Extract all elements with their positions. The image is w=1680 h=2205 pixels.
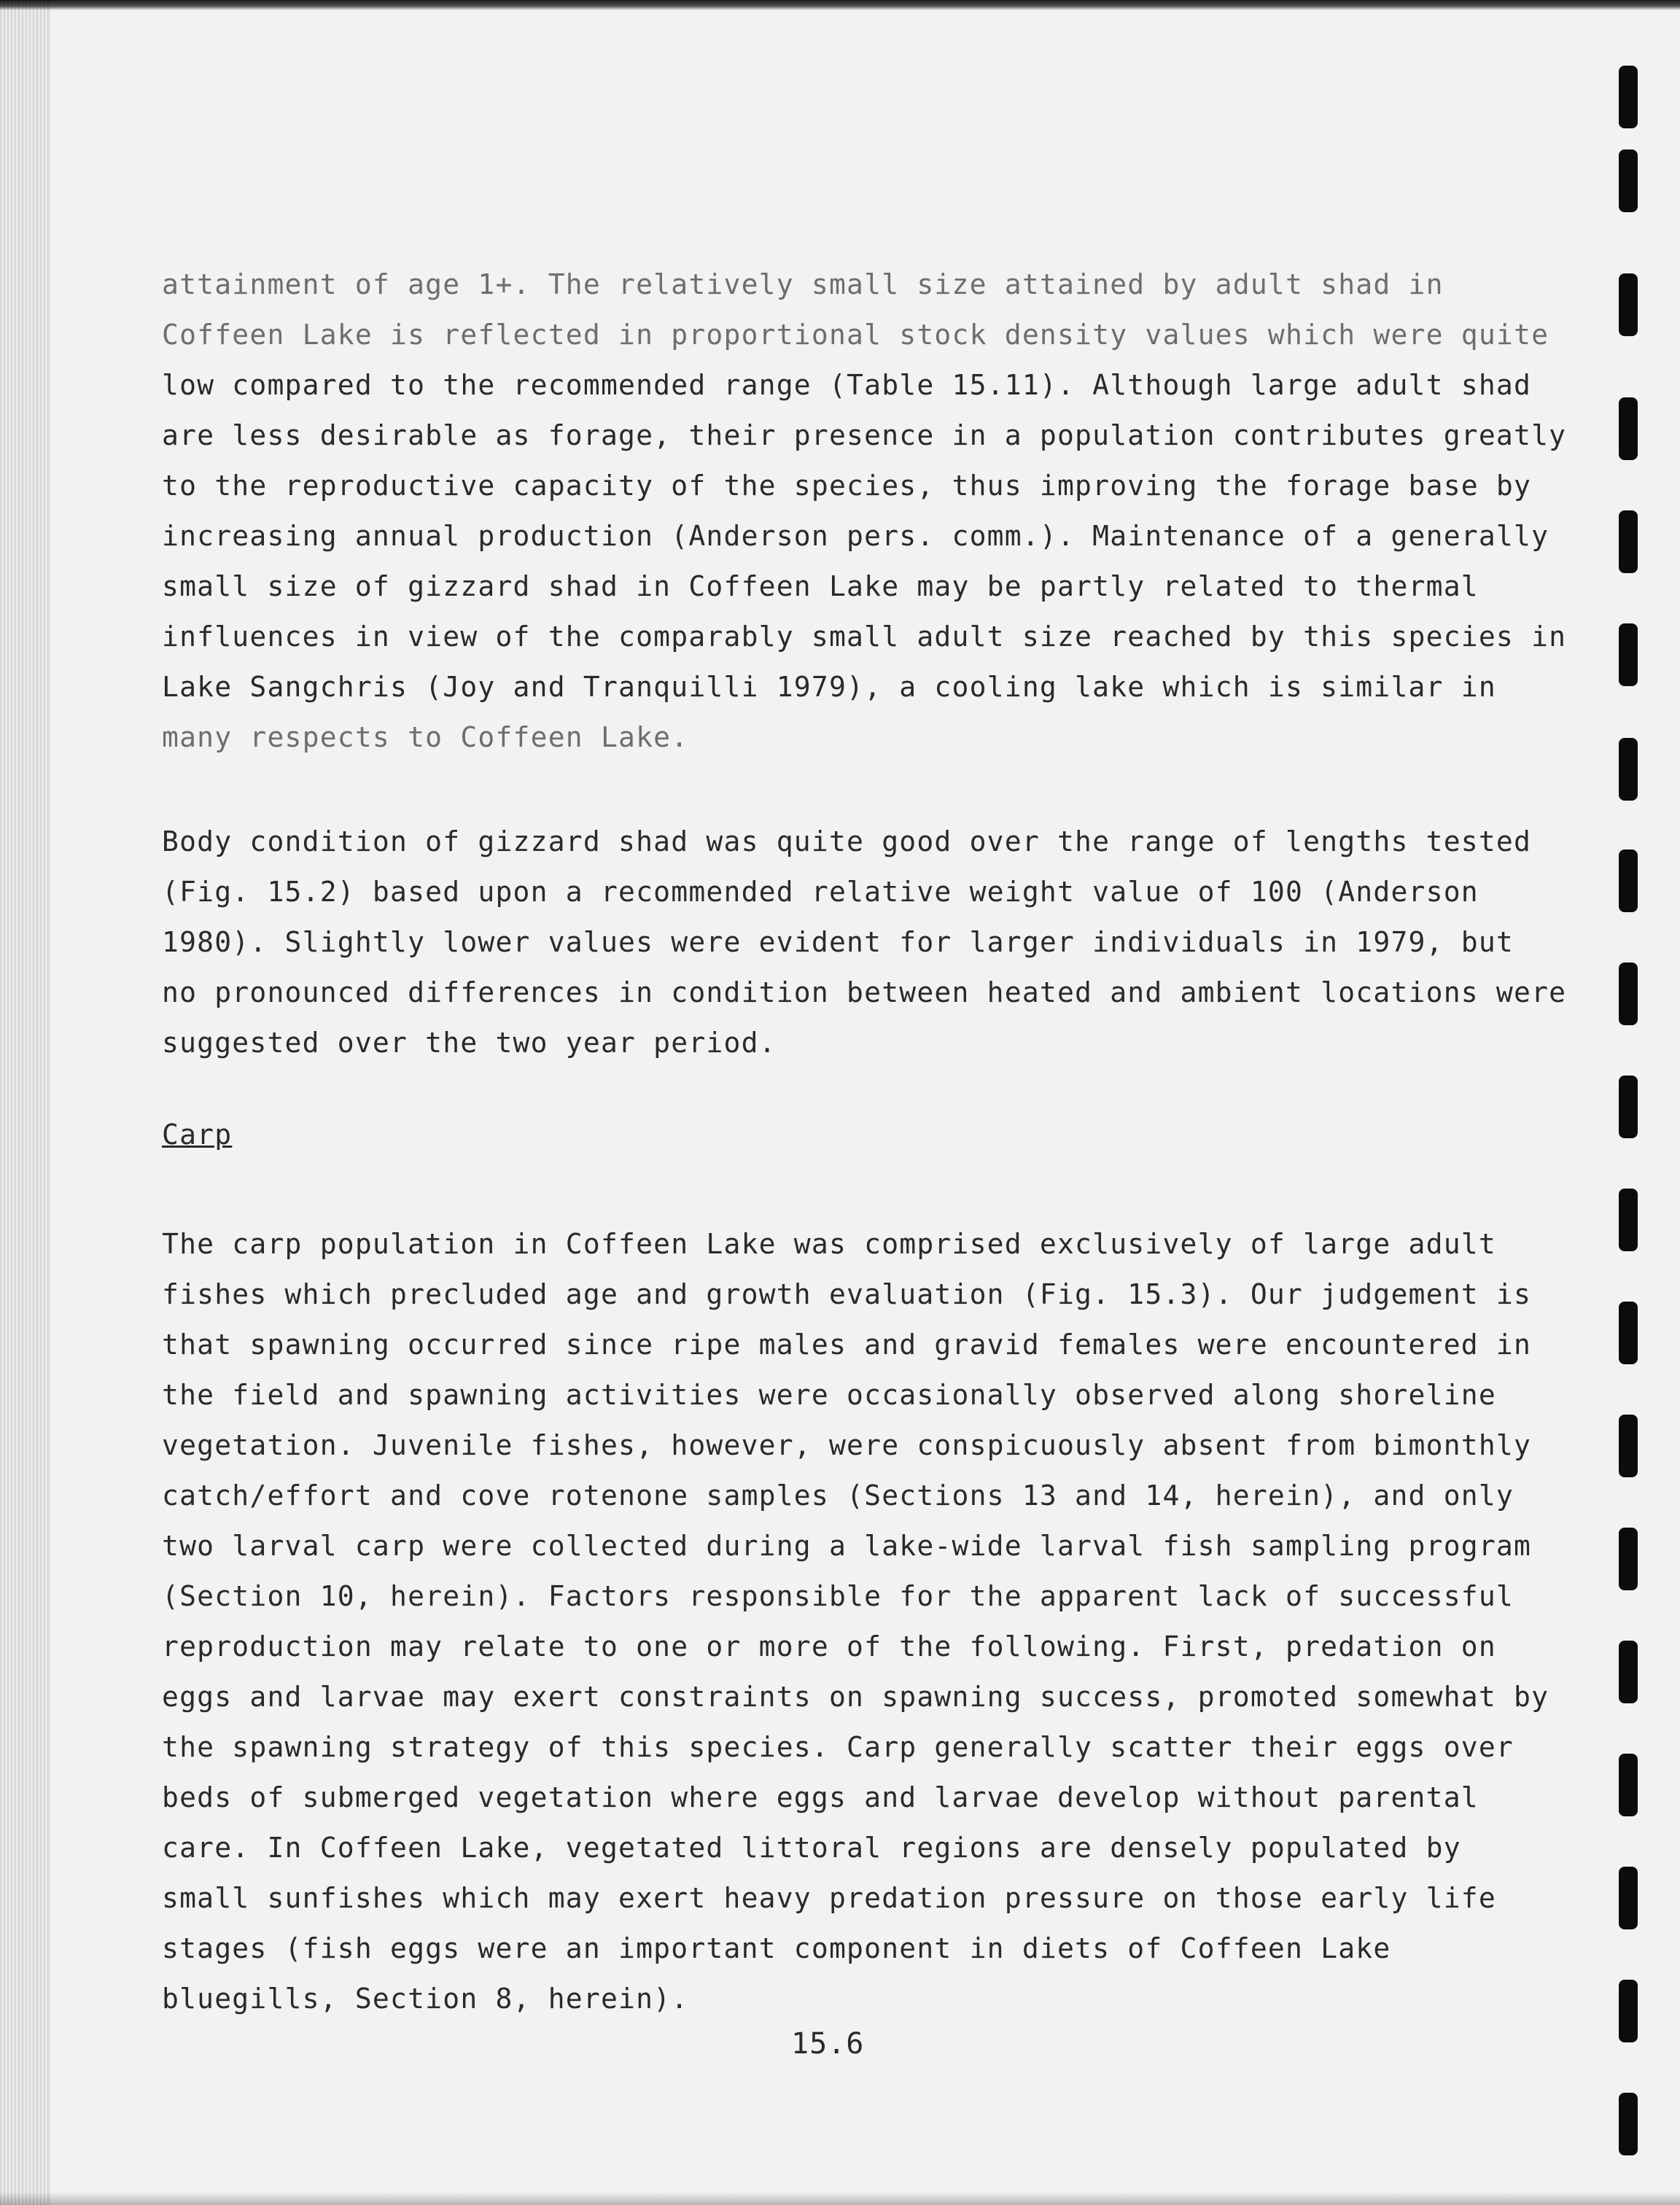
text-line: the spawning strategy of this species. Carp generally scatter their eggs over [162,1731,1514,1763]
binding-hole [1619,2093,1638,2155]
text-line: bluegills, Section 8, herein). [162,1983,689,2015]
page-left-edge [0,0,51,2205]
text-line: vegetation. Juvenile fishes, however, were conspicuously absent from bimonthly [162,1429,1532,1461]
binding-hole [1619,623,1638,686]
page-bottom-edge [0,2192,1680,2205]
text-line: Body condition of gizzard shad was quite good over the range of lengths tested [162,825,1532,858]
text-line: care. In Coffeen Lake, vegetated littoral regions are densely populated by [162,1832,1461,1864]
paragraph-gizzard-shad-size [162,260,1567,763]
binding-hole [1619,1641,1638,1703]
binding-hole [1619,1528,1638,1590]
binding-hole [1619,1754,1638,1816]
text-line: Coffeen Lake is reflected in proportional stock density values which were quite [162,319,1549,351]
text-line: 1980). Slightly lower values were evident for larger individuals in 1979, but [162,926,1514,958]
text-line: (Section 10, herein). Factors responsible for the apparent lack of successful [162,1580,1514,1612]
binding-hole [1619,149,1638,212]
text-line: eggs and larvae may exert constraints on spawning success, promoted somewhat by [162,1681,1549,1713]
section-heading-carp: Carp [162,1119,233,1151]
text-line: low compared to the recommended range (Table 15.11). Although large adult shad [162,369,1532,401]
binding-hole [1619,1076,1638,1138]
text-line: many respects to Coffeen Lake. [162,721,689,753]
text-line: stages (fish eggs were an important component in diets of Coffeen Lake [162,1932,1391,1964]
text-line: attainment of age 1+. The relatively small size attained by adult shad in [162,268,1444,300]
text-line: beds of submerged vegetation where eggs and larvae develop without parental [162,1781,1479,1813]
binding-hole [1619,962,1638,1025]
text-line: small size of gizzard shad in Coffeen Lake may be partly related to thermal [162,570,1479,602]
binding-hole [1619,1415,1638,1477]
paragraph-body-condition [162,817,1567,1068]
binding-hole [1619,397,1638,460]
page-number: 15.6 [791,2027,865,2061]
text-line: fishes which precluded age and growth evaluation (Fig. 15.3). Our judgement is [162,1278,1532,1310]
binding-hole [1619,510,1638,573]
text-line: that spawning occurred since ripe males and gravid females were encountered in [162,1329,1532,1361]
text-line: small sunfishes which may exert heavy predation pressure on those early life [162,1882,1496,1914]
text-line: increasing annual production (Anderson pers. comm.). Maintenance of a generally [162,520,1549,552]
text-line: suggested over the two year period. [162,1027,777,1059]
page-top-edge [0,0,1680,10]
text-line: catch/effort and cove rotenone samples (Sections 13 and 14, herein), and only [162,1479,1514,1512]
binding-hole [1619,849,1638,912]
text-line: are less desirable as forage, their presence in a population contributes greatly [162,419,1567,451]
text-line: reproduction may relate to one or more of the following. First, predation on [162,1630,1496,1662]
binding-hole [1619,1867,1638,1929]
text-line: the field and spawning activities were occasionally observed along shoreline [162,1379,1496,1411]
text-line: The carp population in Coffeen Lake was comprised exclusively of large adult [162,1228,1496,1260]
text-line: Lake Sangchris (Joy and Tranquilli 1979), a cooling lake which is similar in [162,671,1496,703]
text-line: no pronounced differences in condition between heated and ambient locations were [162,976,1567,1008]
binding-hole [1619,273,1638,336]
paragraph-carp [162,1219,1549,2024]
text-line: (Fig. 15.2) based upon a recommended relative weight value of 100 (Anderson [162,876,1479,908]
binding-hole [1619,1980,1638,2042]
binding-hole [1619,738,1638,801]
text-line: two larval carp were collected during a lake-wide larval fish sampling program [162,1530,1532,1562]
text-line: to the reproductive capacity of the species, thus improving the forage base by [162,470,1532,502]
text-line: influences in view of the comparably small adult size reached by this species in [162,621,1567,653]
binding-holes [1585,0,1680,2205]
binding-hole [1619,1189,1638,1251]
binding-hole [1619,1302,1638,1364]
binding-hole [1619,66,1638,128]
